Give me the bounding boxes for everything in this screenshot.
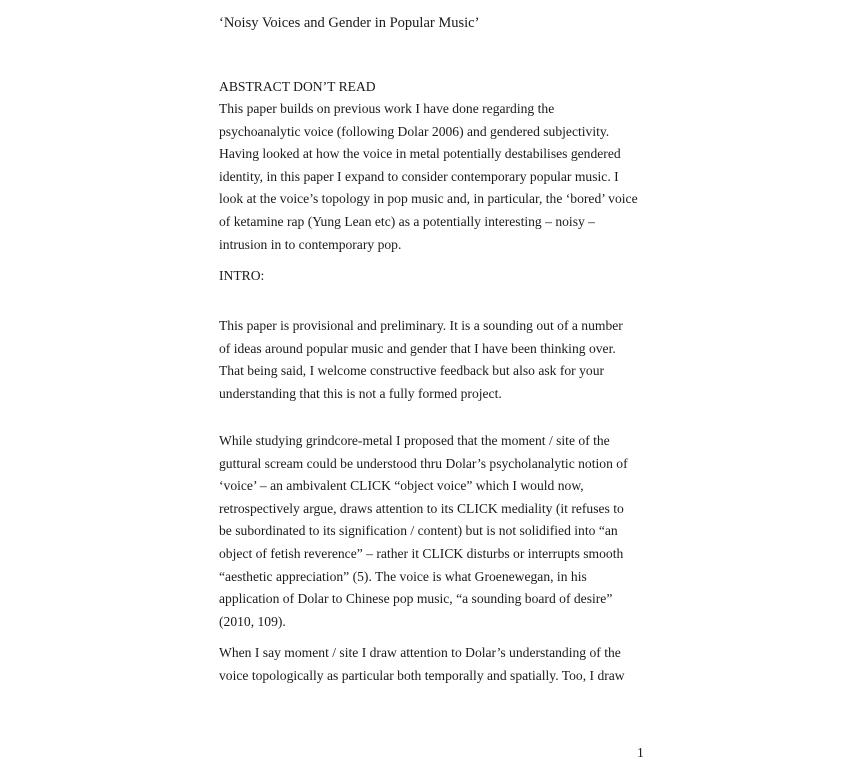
abstract-body — [219, 98, 649, 256]
abstract-line: intrusion in to contemporary pop. — [219, 236, 402, 252]
paragraph-line: (2010, 109). — [219, 613, 286, 629]
intro-paragraph-2 — [219, 430, 649, 633]
paragraph-line: guttural scream could be understood thru Dolar’s psycholanalytic notion of — [219, 455, 628, 471]
abstract-line: identity, in this paper I expand to consider contemporary popular music. I — [219, 168, 619, 184]
abstract-line: psychoanalytic voice (following Dolar 2006) and gendered subjectivity. — [219, 123, 610, 139]
paragraph-line: retrospectively argue, draws attention to its CLICK mediality (it refuses to — [219, 500, 624, 516]
abstract-line: of ketamine rap (Yung Lean etc) as a potentially interesting – noisy – — [219, 213, 595, 229]
paragraph-line: “aesthetic appreciation” (5). The voice is what Groenewegan, in his — [219, 568, 587, 584]
intro-paragraph-3 — [219, 642, 649, 687]
document-title: ‘Noisy Voices and Gender in Popular Music’ — [219, 15, 480, 31]
paragraph-line: voice topologically as particular both temporally and spatially. Too, I draw — [219, 667, 625, 683]
intro-paragraph-1 — [219, 315, 649, 405]
paragraph-line: This paper is provisional and preliminary. It is a sounding out of a number — [219, 318, 623, 333]
paragraph-line: object of fetish reverence” – rather it CLICK disturbs or interrupts smooth — [219, 545, 624, 561]
paragraph-line: ‘voice’ – an ambivalent CLICK “object voice” which I would now, — [219, 478, 584, 494]
paragraph-line: be subordinated to its signification / content) but is not solidified into “an — [219, 523, 618, 539]
paragraph-line: When I say moment / site I draw attention to Dolar’s understanding of the — [219, 645, 621, 660]
intro-heading: INTRO: — [219, 268, 265, 283]
paragraph-line: understanding that this is not a fully formed project. — [219, 385, 502, 401]
page-number: 1 — [637, 745, 644, 760]
paragraph-line: application of Dolar to Chinese pop music, “a sounding board of desire” — [219, 591, 613, 607]
paragraph-line: While studying grindcore-metal I proposed that the moment / site of the — [219, 433, 610, 448]
abstract-heading: ABSTRACT DON’T READ — [219, 79, 376, 94]
abstract-line: This paper builds on previous work I have done regarding the — [219, 101, 555, 116]
abstract-line: look at the voice’s topology in pop music and, in particular, the ‘bored’ voice — [219, 191, 638, 207]
paragraph-line: of ideas around popular music and gender that I have been thinking over. — [219, 340, 616, 356]
paragraph-line: That being said, I welcome constructive feedback but also ask for your — [219, 363, 605, 379]
abstract-line: Having looked at how the voice in metal potentially destabilises gendered — [219, 146, 621, 162]
